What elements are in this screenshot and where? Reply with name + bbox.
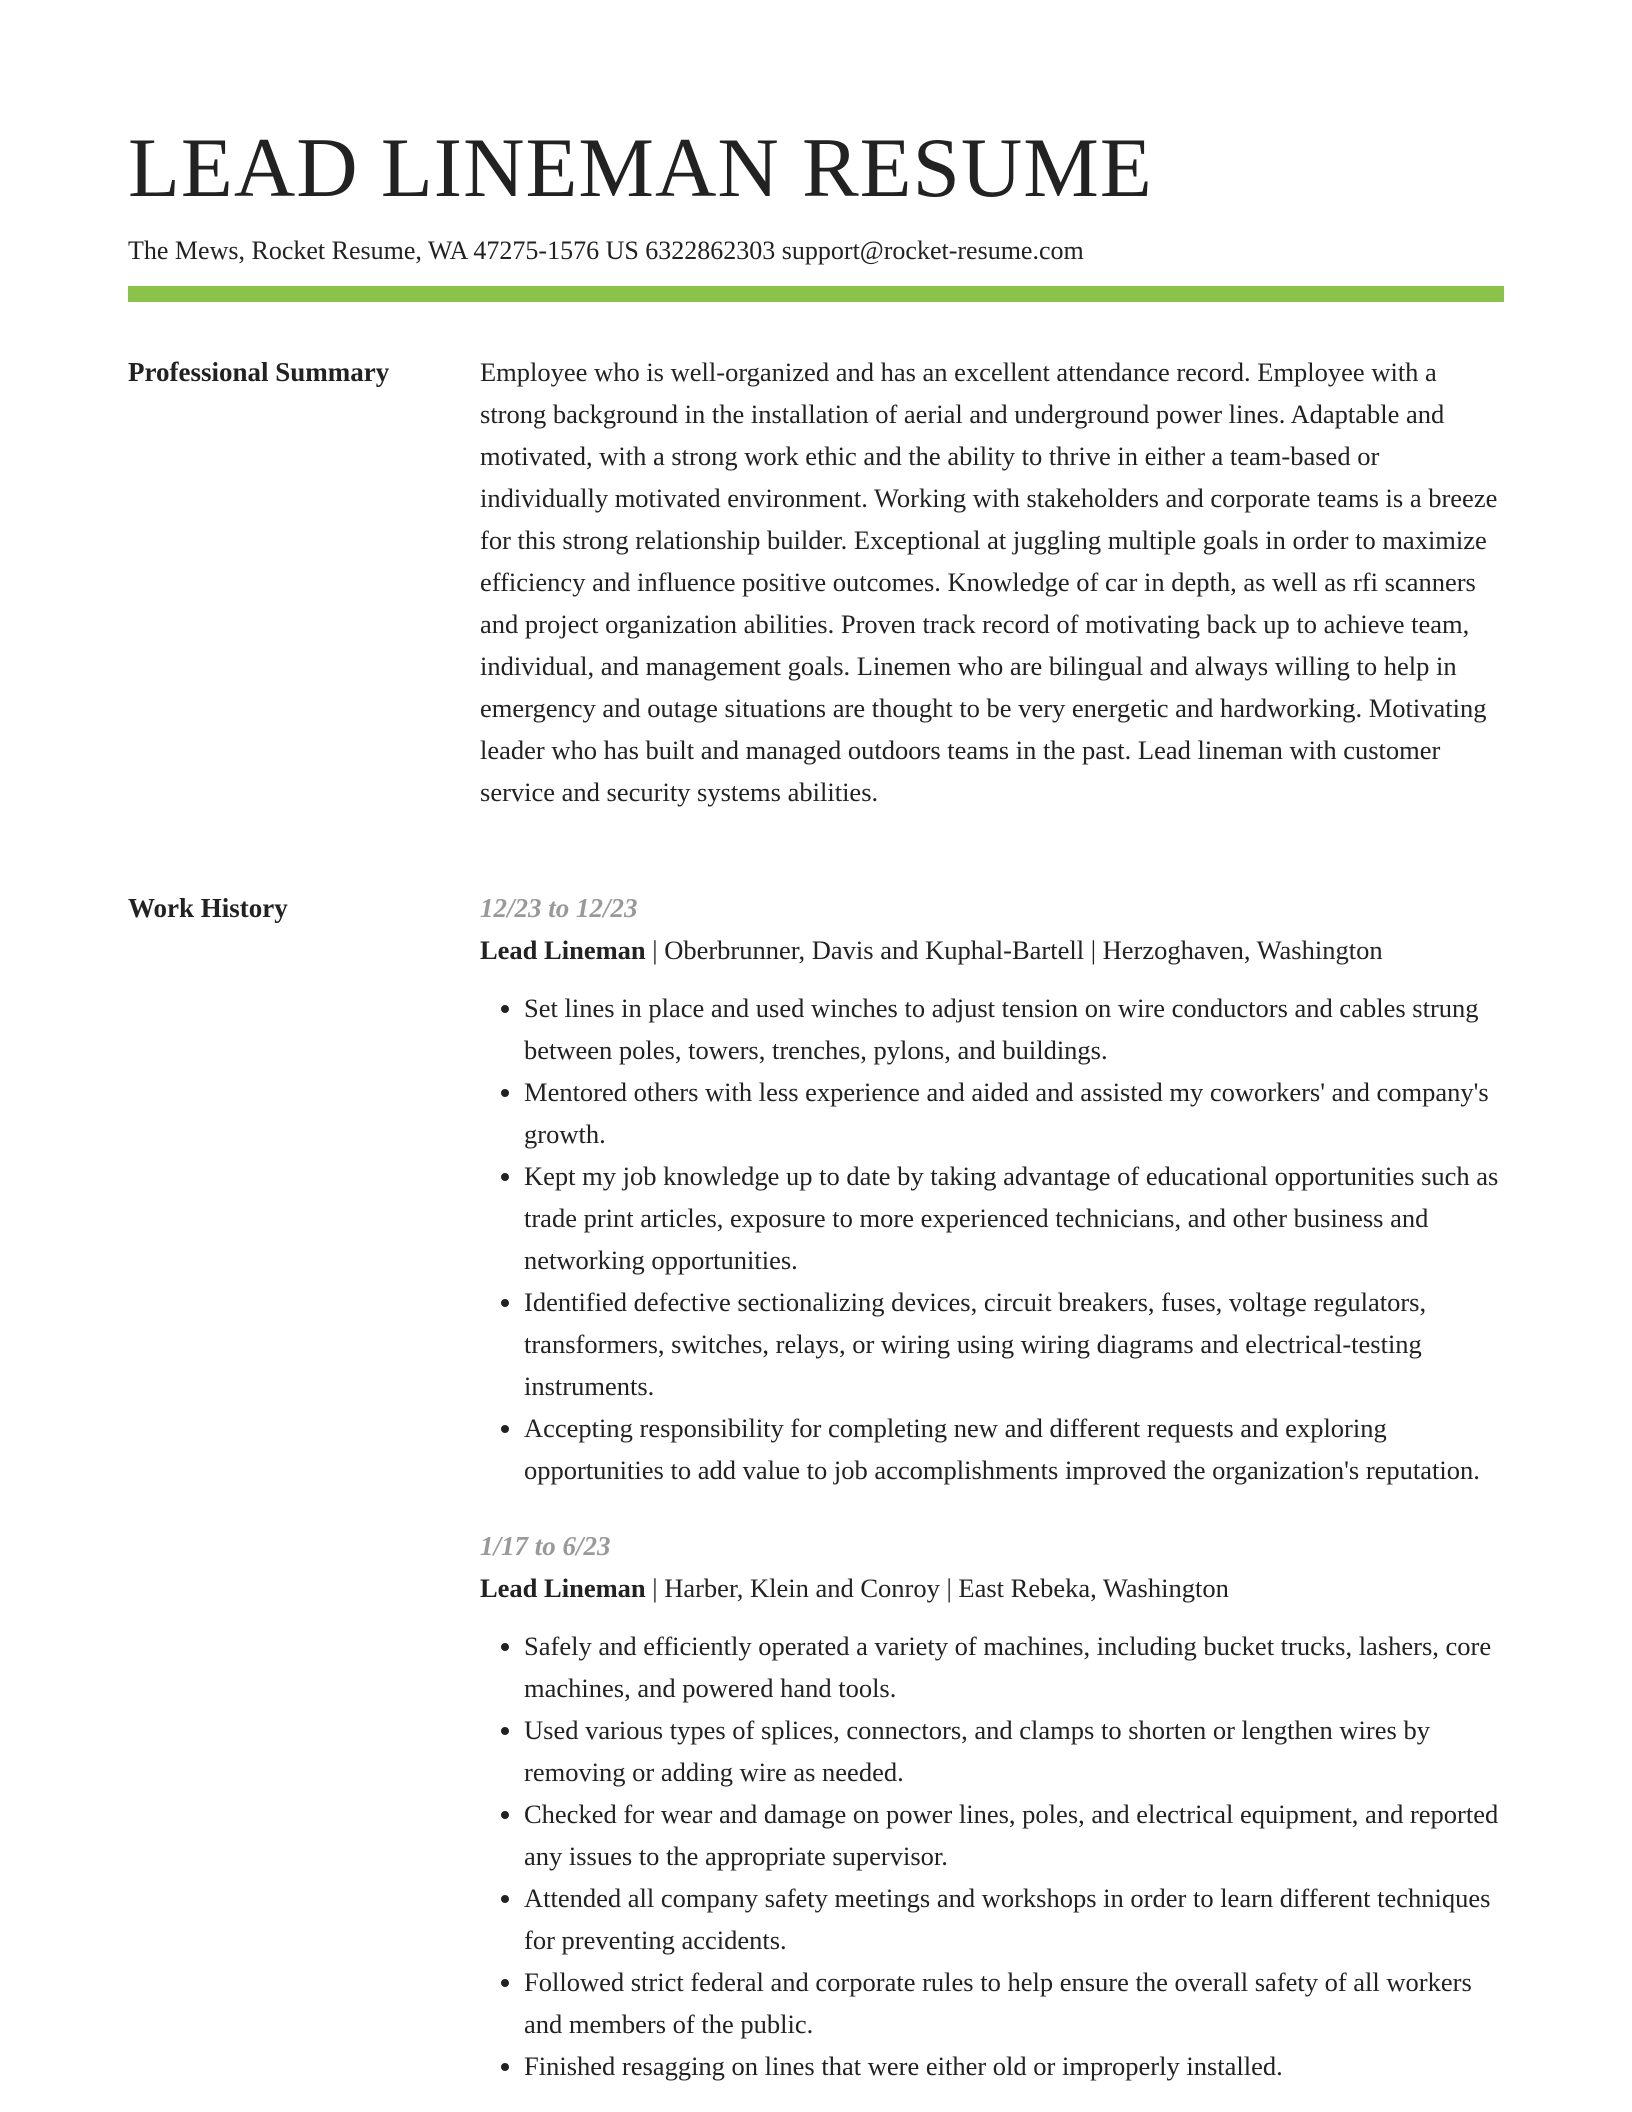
- contact-info: The Mews, Rocket Resume, WA 47275-1576 US 6322862303 support@rocket-resume.com: [128, 236, 1084, 265]
- resume-title: LEAD LINEMAN RESUME: [128, 121, 1153, 215]
- job-header: [480, 1567, 1504, 1609]
- resume-header: [128, 118, 1504, 267]
- summary-content: [480, 351, 1504, 813]
- job-entry: [480, 887, 1504, 1491]
- job-dates: 1/17 to 6/23: [480, 1531, 611, 1561]
- section-heading-summary: Professional Summary: [128, 357, 390, 387]
- section-heading-work-history: Work History: [128, 893, 288, 923]
- job-bullet: • Accepting responsibility for completing new and different requests and exploring opportunities to add value to job accomplishments improved the organization's reputation.: [524, 1407, 1504, 1491]
- job-bullet: • Attended all company safety meetings and workshops in order to learn different techniques for preventing accidents.: [524, 1877, 1504, 1961]
- job-bullet-list: [480, 1625, 1504, 2087]
- job-bullet: • Identified defective sectionalizing devices, circuit breakers, fuses, voltage regulators, transformers, switches, relays, or wiring using wiring diagrams and electrical-testing instruments.: [524, 1281, 1504, 1407]
- job-dates: 12/23 to 12/23: [480, 893, 638, 923]
- job-header: [480, 929, 1504, 971]
- job-entry: [480, 1525, 1504, 2087]
- job-employer-location: | Harber, Klein and Conroy | East Rebeka, Washington: [645, 1573, 1229, 1603]
- header-divider: [128, 286, 1504, 302]
- job-bullet: • Set lines in place and used winches to adjust tension on wire conductors and cables strung between poles, towers, trenches, pylons, and buildings.: [524, 987, 1504, 1071]
- work-history-content: [480, 887, 1504, 2112]
- job-bullet: • Checked for wear and damage on power lines, poles, and electrical equipment, and reported any issues to the appropriate supervisor.: [524, 1793, 1504, 1877]
- job-title: Lead Lineman: [480, 1573, 646, 1603]
- job-bullet: • Finished resagging on lines that were either old or improperly installed.: [524, 2045, 1504, 2087]
- job-bullet: • Safely and efficiently operated a variety of machines, including bucket trucks, lashers, core machines, and powered hand tools.: [524, 1625, 1504, 1709]
- job-employer-location: | Oberbrunner, Davis and Kuphal-Bartell | Herzoghaven, Washington: [645, 935, 1383, 965]
- summary-paragraph: Employee who is well-organized and has an excellent attendance record. Employee with a strong background in the installation of aerial and underground power lines. Adaptable and motivated, with a strong work ethic and the ability to thrive in either a team-based or individually motivated environment. Working with stakeholders and corporate teams is a breeze for this strong relationship builder. Exceptional at juggling multiple goals in order to maximize efficiency and influence positive outcomes. Knowledge of car in depth, as well as rfi scanners and project organization abilities. Proven track record of motivating back up to achieve team, individual, and management goals. Linemen who are bilingual and always willing to help in emergency and outage situations are thought to be very energetic and hardworking. Motivating leader who has built and managed outdoors teams in the past. Lead lineman with customer service and security systems abilities.: [480, 357, 1498, 807]
- job-bullet: • Used various types of splices, connectors, and clamps to shorten or lengthen wires by removing or adding wire as needed.: [524, 1709, 1504, 1793]
- job-bullet: • Kept my job knowledge up to date by taking advantage of educational opportunities such as trade print articles, exposure to more experienced technicians, and other business and networking opportunities.: [524, 1155, 1504, 1281]
- job-bullet: • Followed strict federal and corporate rules to help ensure the overall safety of all workers and members of the public.: [524, 1961, 1504, 2045]
- job-bullet: • Mentored others with less experience and aided and assisted my coworkers' and company's growth.: [524, 1071, 1504, 1155]
- job-title: Lead Lineman: [480, 935, 646, 965]
- job-bullet-list: [480, 987, 1504, 1491]
